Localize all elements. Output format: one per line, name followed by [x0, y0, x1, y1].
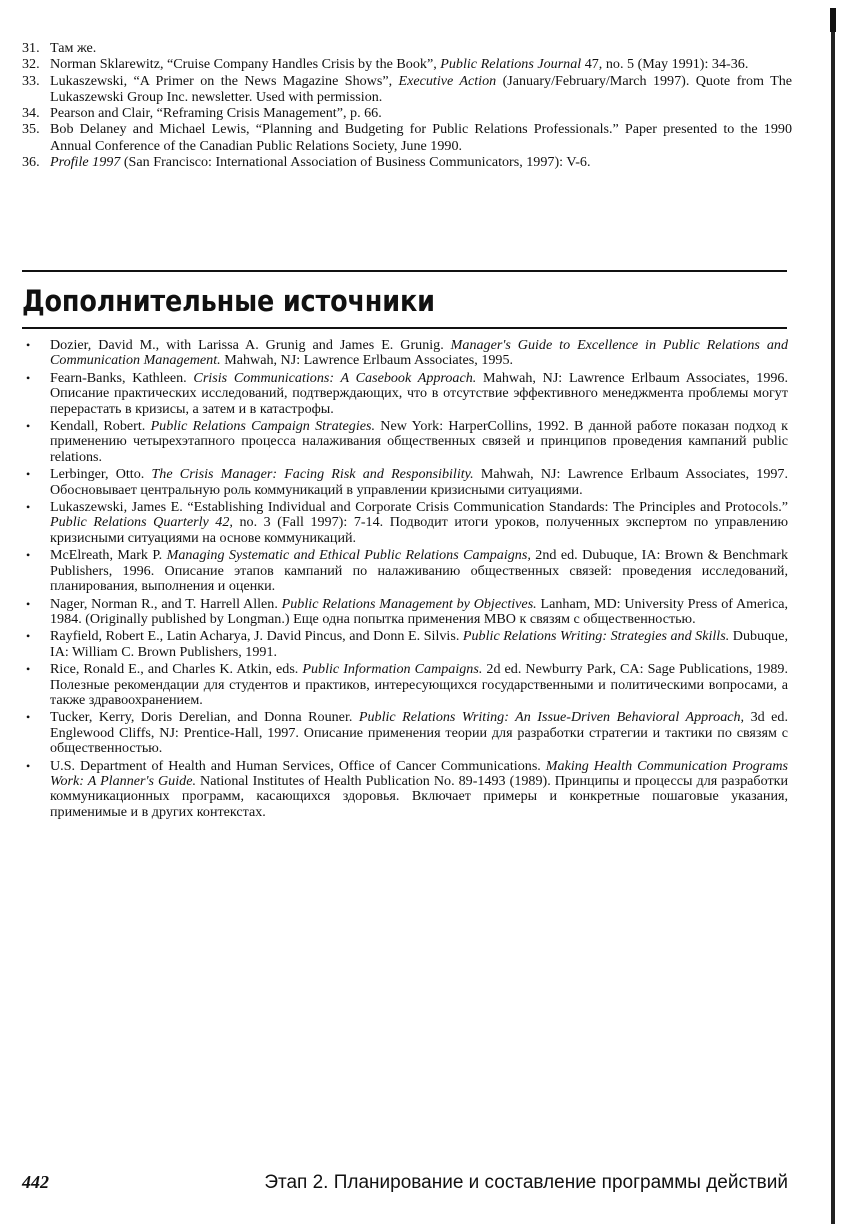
bullet-icon: •	[26, 370, 31, 385]
source-details: New York: HarperCollins, 1992. В данной работе показан подход к применению четырехэтапного процесса налаживания общественных связей и принципов проведения кампаний public relations.	[50, 418, 788, 465]
bullet-icon: •	[26, 548, 31, 563]
source-title: Public Relations Writing: Strategies and Skills.	[462, 628, 730, 645]
bullet-icon: •	[26, 500, 31, 515]
endnote-text	[50, 154, 792, 170]
source-citation	[50, 371, 788, 417]
source-title: Public Relations Campaign Strategies.	[150, 418, 376, 435]
bullet-icon: •	[26, 710, 31, 725]
source-title: The Crisis Manager: Facing Risk and Responsibility.	[151, 466, 474, 483]
source-citation	[50, 629, 788, 660]
endnote-text	[50, 56, 792, 72]
source-citation	[50, 662, 788, 708]
source-authors: Rice, Ronald E., and Charles K. Atkin, eds.	[50, 661, 303, 678]
source-details: National Institutes of Health Publication No. 89-1493 (1989). Принципы и процессы для разработки коммуникационных программ, касающихся здоровья. Включает примеры и конкретные пошаговые указания, применимые и в других контекстах.	[50, 772, 788, 820]
additional-sources-list	[26, 338, 788, 822]
endnote-text: Bob Delaney and Michael Lewis, “Planning and Budgeting for Public Relations Professionals.” Paper presented to the 1990 Annual Conference of the Canadian Public Relations Society, June 1990.	[50, 121, 792, 154]
source-citation	[50, 467, 788, 498]
endnote-number: 31.	[22, 40, 40, 56]
section-divider-top	[22, 270, 787, 272]
source-citation	[50, 500, 788, 546]
source-authors: Lerbinger, Otto.	[50, 466, 152, 483]
endnotes-list	[22, 40, 792, 170]
source-authors: U.S. Department of Health and Human Services, Office of Cancer Communications.	[50, 757, 546, 774]
source-citation	[50, 710, 788, 756]
source-authors: Kendall, Robert.	[50, 418, 151, 435]
endnote	[22, 121, 792, 154]
endnote	[22, 73, 792, 106]
source-title: Public Information Campaigns.	[302, 661, 483, 678]
source-details: 3d ed. Englewood Cliffs, NJ: Prentice-Hall, 1997. Описание применения теории для разработки стратегии и тактики по связям с общественностью.	[50, 709, 788, 757]
source-authors: McElreath, Mark P.	[50, 547, 167, 564]
endnote	[22, 40, 792, 56]
endnote-publication-title: Executive Action	[398, 72, 497, 89]
source-entry	[26, 500, 788, 546]
endnote-text: Pearson and Clair, “Reframing Crisis Management”, p. 66.	[50, 105, 382, 122]
bullet-icon: •	[26, 758, 31, 773]
source-details: 2d ed. Newburry Park, CA: Sage Publications, 1989. Полезные рекомендации для студентов и практиков, интересующихся государственными и политическими вопросами, а также здравоохранением.	[50, 661, 788, 708]
running-head: Этап 2. Планирование и составление программы действий	[264, 1172, 788, 1193]
endnote-number: 36.	[22, 154, 40, 171]
section-divider-bottom	[22, 327, 787, 329]
source-title: Managing Systematic and Ethical Public Relations Campaigns,	[166, 547, 531, 564]
source-citation	[50, 548, 788, 594]
bullet-icon: •	[26, 419, 31, 434]
endnote-text-part: Norman Sklarewitz, “Cruise Company Handles Crisis by the Book”,	[50, 56, 441, 73]
endnote-publication-title: Profile 1997	[50, 154, 121, 171]
source-title: Making Health Communication Programs Work: A Planner's Guide.	[50, 757, 788, 789]
bullet-icon: •	[26, 338, 31, 352]
bullet-icon: •	[26, 662, 31, 677]
endnote-text: Там же.	[50, 40, 97, 56]
source-entry	[26, 710, 788, 756]
endnote	[22, 105, 792, 121]
bullet-icon: •	[26, 596, 31, 611]
section-title: Дополнительные источники	[22, 284, 435, 318]
source-entry	[26, 419, 788, 465]
endnote-number: 32.	[22, 56, 40, 73]
endnote-publication-title: Public Relations Journal	[440, 56, 582, 73]
endnote-text	[50, 73, 792, 106]
endnote	[22, 154, 792, 170]
source-details: no. 3 (Fall 1997): 7-14. Подводит итоги уроков, полученных экспертом по управлению кризисными ситуациями на основе коммуникаций.	[50, 514, 788, 546]
source-entry	[26, 662, 788, 708]
source-title: Public Relations Quarterly 42,	[50, 514, 233, 531]
source-title: Public Relations Management by Objectives.	[281, 595, 537, 612]
source-entry	[26, 759, 788, 821]
source-entry	[26, 597, 788, 628]
endnote-text-part: 47, no. 5 (May 1991): 34-36.	[581, 56, 749, 73]
source-title: Public Relations Writing: An Issue-Driven Behavioral Approach,	[358, 709, 745, 726]
source-authors: Tucker, Kerry, Doris Derelian, and Donna Rouner.	[50, 709, 359, 726]
source-entry	[26, 629, 788, 660]
endnote-text-part: Lukaszewski, “A Primer on the News Magazine Shows”,	[50, 72, 399, 89]
page-footer	[22, 1172, 788, 1198]
endnote-number: 33.	[22, 72, 40, 89]
source-citation	[50, 759, 788, 821]
source-details: Lanham, MD: University Press of America, 1984. (Originally published by Longman.) Еще одна попытка применения MBO к связям с общественностью.	[50, 595, 788, 627]
page-number: 442	[22, 1172, 49, 1192]
page-edge-tick	[830, 8, 836, 32]
source-citation	[50, 338, 788, 369]
source-authors: Fearn-Banks, Kathleen.	[50, 369, 194, 386]
endnote-text-part: (January/February/March 1997). Quote from The Lukaszewski Group Inc. newsletter. Used with permission.	[50, 72, 792, 105]
source-details: Mahwah, NJ: Lawrence Erlbaum Associates, 1997. Обосновывает центральную роль коммуникаций в управлении кризисными ситуациями.	[50, 466, 788, 498]
source-entry	[26, 548, 788, 594]
source-title: Manager's Guide to Excellence in Public Relations and Communication Management.	[50, 337, 788, 369]
bullet-icon: •	[26, 467, 31, 482]
endnote	[22, 56, 792, 72]
source-details: Mahwah, NJ: Lawrence Erlbaum Associates, 1995.	[220, 352, 514, 369]
bullet-icon: •	[26, 629, 31, 644]
source-entry	[26, 371, 788, 417]
source-details: Dubuque, IA: William C. Brown Publishers, 1991.	[50, 628, 788, 660]
source-details: 2nd ed. Dubuque, IA: Brown & Benchmark Publishers, 1996. Описание этапов кампаний по налаживанию общественных связей: проведения исследований, планирования, выполнения и оценки.	[50, 547, 788, 595]
source-title: Crisis Communications: A Casebook Approach.	[193, 369, 477, 386]
source-authors: Nager, Norman R., and T. Harrell Allen.	[50, 595, 282, 612]
source-entry	[26, 467, 788, 498]
endnote-number: 35.	[22, 121, 40, 138]
page-edge-mark	[831, 8, 835, 1224]
source-authors: Rayfield, Robert E., Latin Acharya, J. David Pincus, and Donn E. Silvis.	[50, 628, 463, 645]
source-entry	[26, 338, 788, 369]
source-authors: Dozier, David M., with Larissa A. Grunig and James E. Grunig.	[50, 337, 451, 353]
source-citation	[50, 597, 788, 628]
source-details: Mahwah, NJ: Lawrence Erlbaum Associates, 1996. Описание практических исследований, подтверждающих, что в отсутствие эффективного менеджмента проблемы могут перерастать в кризисы, а затем и в катастрофы.	[50, 369, 788, 417]
source-citation	[50, 419, 788, 465]
endnote-number: 34.	[22, 105, 40, 122]
source-authors: Lukaszewski, James E. “Establishing Individual and Corporate Crisis Communication Standards: The Principles and Protocols.”	[50, 499, 788, 516]
endnote-text-part: (San Francisco: International Association of Business Communicators, 1997): V-6.	[120, 154, 591, 171]
